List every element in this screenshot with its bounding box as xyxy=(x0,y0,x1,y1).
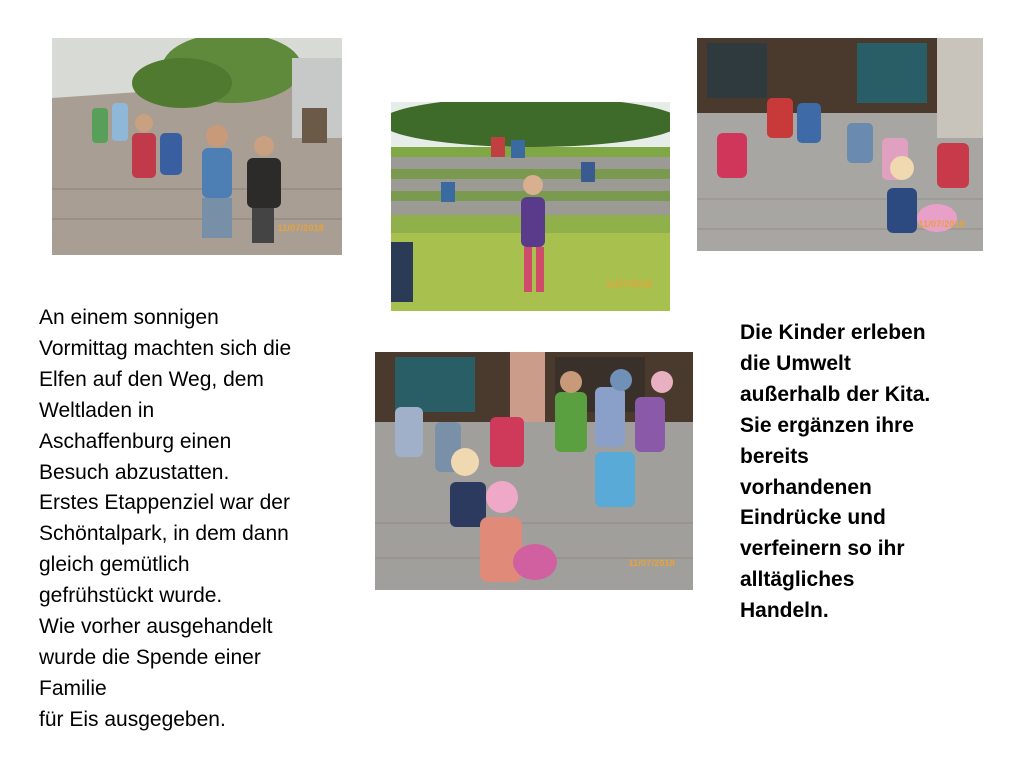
text-line: Familie xyxy=(39,676,107,700)
photo-children-group-ice-cream xyxy=(375,352,693,590)
photo-park-steps xyxy=(391,102,670,311)
text-line: die Umwelt xyxy=(740,351,851,375)
text-line: Die Kinder erleben xyxy=(740,321,926,344)
text-line: Handeln. xyxy=(740,599,829,623)
text-line: Schöntalpark, in dem dann xyxy=(39,522,289,546)
date-stamp: 11/07/2018 xyxy=(628,558,675,568)
text-line: vorhandenen xyxy=(740,475,872,499)
text-line: An einem sonnigen xyxy=(39,306,219,329)
text-line: Wie vorher ausgehandelt xyxy=(39,615,273,639)
text-line: bereits xyxy=(740,444,809,468)
left-description-text xyxy=(39,303,359,736)
photo-children-walking xyxy=(52,38,342,255)
text-line: außerhalb der Kita. xyxy=(740,382,931,406)
date-stamp: 11/07/2018 xyxy=(277,223,324,233)
text-line: gefrühstückt wurde. xyxy=(39,584,223,608)
text-line: Erstes Etappenziel war der xyxy=(39,491,290,515)
text-line: verfeinern so ihr xyxy=(740,537,905,561)
text-line: wurde die Spende einer xyxy=(39,645,261,669)
text-line: Aschaffenburg einen xyxy=(39,429,232,453)
text-line: Vormittag machten sich die xyxy=(39,336,292,360)
text-line: Eindrücke und xyxy=(740,506,886,530)
date-stamp: 11/07/2018 xyxy=(918,219,965,229)
text-line: für Eis ausgegeben. xyxy=(39,707,226,731)
text-line: alltägliches xyxy=(740,568,855,592)
photo-children-group-ice-cream-image xyxy=(375,352,693,590)
photo-children-sitting-ice-cream xyxy=(697,38,983,251)
right-summary-text xyxy=(740,318,1000,627)
text-line: Sie ergänzen ihre xyxy=(740,413,914,437)
text-line: Elfen auf den Weg, dem xyxy=(39,367,264,391)
text-line: Weltladen in xyxy=(39,398,155,422)
text-line: gleich gemütlich xyxy=(39,553,190,577)
date-stamp: 11/07/2018 xyxy=(605,279,652,289)
text-line: Besuch abzustatten. xyxy=(39,460,230,484)
